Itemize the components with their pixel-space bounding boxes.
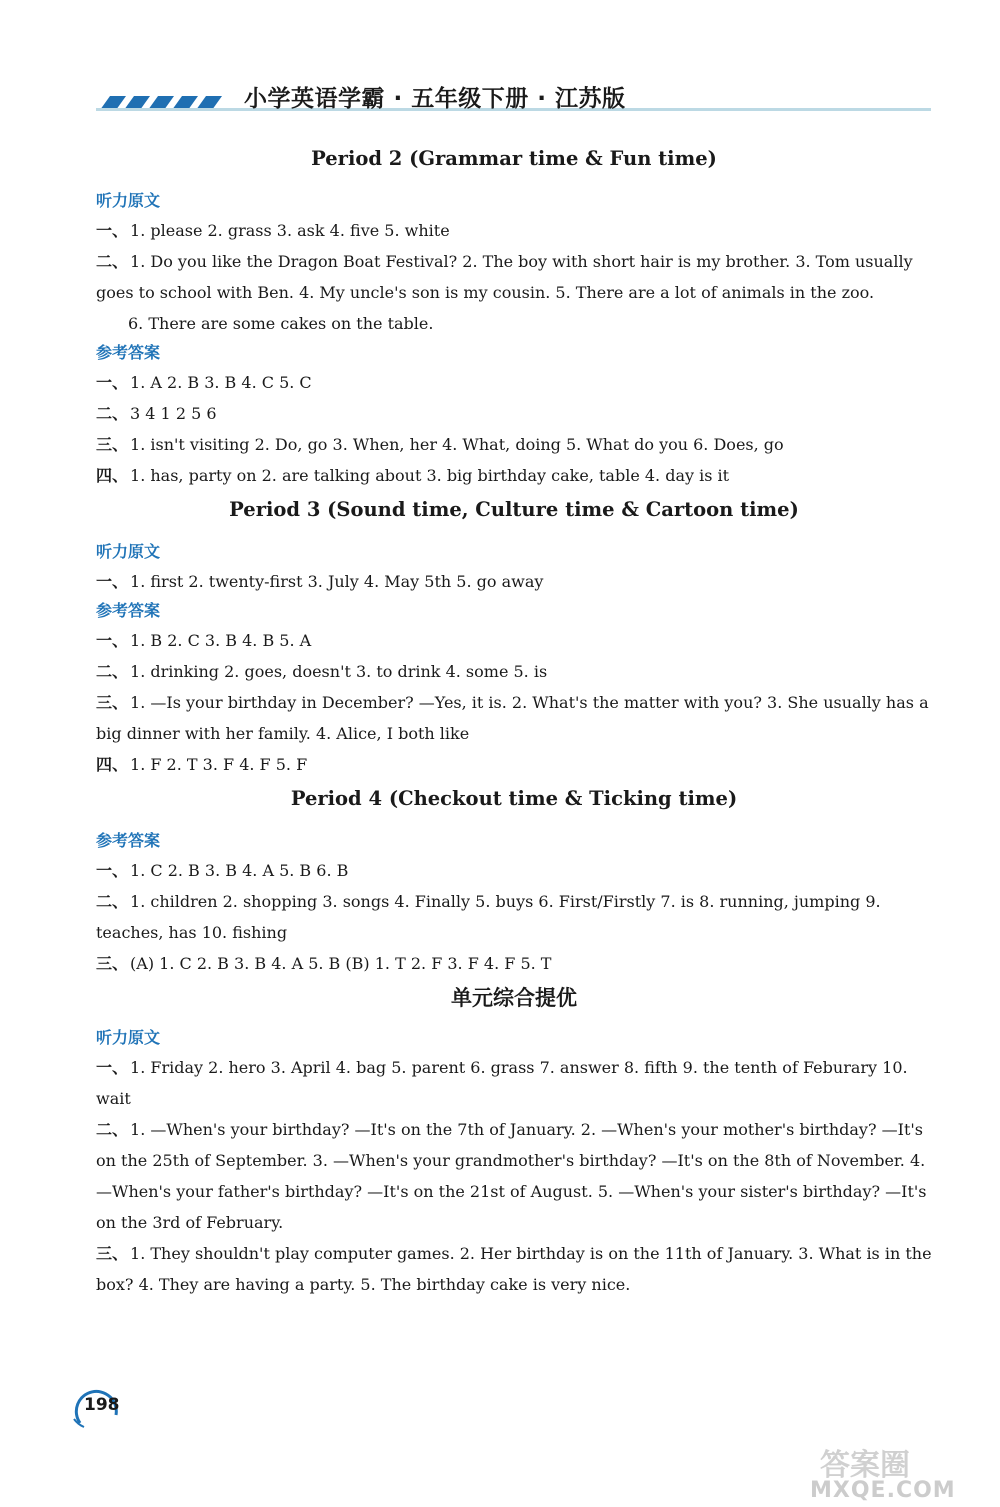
watermark-url: MXQE.COM <box>810 1478 956 1503</box>
answer-row <box>96 460 932 491</box>
label-listening-text: 听力原文 <box>96 191 161 210</box>
row-text: (A) 1. C 2. B 3. B 4. A 5. B (B) 1. T 2. F 3. F 4. F 5. T <box>130 954 552 973</box>
row-tag: 四、 <box>96 755 129 774</box>
row-tag: 三、 <box>96 693 129 712</box>
label-reference-answers: 参考答案 <box>96 831 161 850</box>
answer-content <box>96 140 932 1300</box>
section-title: Period 4 (Checkout time & Ticking time) <box>290 787 738 810</box>
section-title: Period 2 (Grammar time & Fun time) <box>311 147 717 170</box>
answer-row <box>96 886 932 948</box>
answer-row <box>96 367 932 398</box>
answer-row <box>96 215 932 246</box>
answer-row <box>96 566 932 597</box>
row-tag: 一、 <box>96 631 129 650</box>
row-text: 1. Friday 2. hero 3. April 4. bag 5. parent 6. grass 7. answer 8. fifth 9. the tenth of Feburary 10. wait <box>96 1058 908 1108</box>
answer-row <box>96 687 932 749</box>
answer-row <box>96 1052 932 1114</box>
section-period-2 <box>96 145 932 491</box>
row-text: 1. has, party on 2. are talking about 3. big birthday cake, table 4. day is it <box>130 466 730 485</box>
row-text: 1. A 2. B 3. B 4. C 5. C <box>130 373 312 392</box>
row-text: 1. They shouldn't play computer games. 2. Her birthday is on the 11th of January. 3. What is in the box? 4. They are having a party. 5. The birthday cake is very nice. <box>96 1244 932 1294</box>
row-tag: 一、 <box>96 373 129 392</box>
row-text: 1. drinking 2. goes, doesn't 3. to drink 4. some 5. is <box>130 662 548 681</box>
row-tag: 一、 <box>96 861 129 880</box>
label-listening-text: 听力原文 <box>96 542 161 561</box>
label-reference-answers: 参考答案 <box>96 343 161 362</box>
watermark-logo: 答案圈 <box>820 1448 910 1483</box>
row-text: 6. There are some cakes on the table. <box>128 314 434 333</box>
row-tag: 二、 <box>96 1120 129 1139</box>
answer-row <box>96 429 932 460</box>
answer-row <box>96 749 932 780</box>
row-text: 1. Do you like the Dragon Boat Festival? 2. The boy with short hair is my brother. 3. Tom usually goes to school with Ben. 4. My uncle's son is my cousin. 5. There are a lot of animals in the zoo. <box>96 252 913 302</box>
row-tag: 三、 <box>96 954 129 973</box>
page-number: 198 <box>84 1395 120 1415</box>
row-tag: 一、 <box>96 221 129 240</box>
row-text: 1. —Is your birthday in December? —Yes, it is. 2. What's the matter with you? 3. She usually has a big dinner with her family. 4. Alice, I both like <box>96 693 929 743</box>
section-period-4 <box>96 785 932 979</box>
label-reference-answers: 参考答案 <box>96 601 161 620</box>
row-text: 1. —When's your birthday? —It's on the 7th of January. 2. —When's your mother's birthday? —It's on the 25th of September. 3. —When's your grandmother's birthday? —It's on the 8th of November. 4. —When's your father's birthday? —It's on the 21st of August. 5. —When's your sister's birthday? —It's on the 3rd of February. <box>96 1120 927 1232</box>
page-header <box>0 0 1000 130</box>
row-text: 1. B 2. C 3. B 4. B 5. A <box>130 631 312 650</box>
row-tag: 二、 <box>96 252 129 271</box>
answer-row <box>96 308 932 339</box>
row-text: 1. isn't visiting 2. Do, go 3. When, her 4. What, doing 5. What do you 6. Does, go <box>130 435 784 454</box>
section-period-3 <box>96 496 932 780</box>
row-tag: 四、 <box>96 466 129 485</box>
label-listening-text: 听力原文 <box>96 1028 161 1047</box>
answer-row <box>96 1238 932 1300</box>
answer-row <box>96 948 932 979</box>
section-unit-review <box>96 984 932 1300</box>
row-tag: 三、 <box>96 435 129 454</box>
row-text: 1. F 2. T 3. F 4. F 5. F <box>130 755 308 774</box>
row-text: 1. please 2. grass 3. ask 4. five 5. white <box>130 221 450 240</box>
page-number-badge <box>70 1385 126 1429</box>
row-text: 1. first 2. twenty-first 3. July 4. May 5th 5. go away <box>130 572 544 591</box>
row-tag: 三、 <box>96 1244 129 1263</box>
answer-row <box>96 246 932 308</box>
row-tag: 一、 <box>96 1058 129 1077</box>
row-tag: 一、 <box>96 572 129 591</box>
section-title: Period 3 (Sound time, Culture time & Cartoon time) <box>229 498 799 521</box>
row-text: 1. children 2. shopping 3. songs 4. Finally 5. buys 6. First/Firstly 7. is 8. running, jumping 9. teaches, has 10. fishing <box>96 892 881 942</box>
answer-row <box>96 398 932 429</box>
header-title: 小学英语学霸 · 五年级下册 · 江苏版 <box>244 86 626 112</box>
answer-row <box>96 656 932 687</box>
row-tag: 二、 <box>96 892 129 911</box>
row-text: 3 4 1 2 5 6 <box>130 404 217 423</box>
row-tag: 二、 <box>96 404 129 423</box>
answer-row <box>96 1114 932 1238</box>
answer-row <box>96 855 932 886</box>
answer-row <box>96 625 932 656</box>
section-title: 单元综合提优 <box>451 986 577 1010</box>
row-text: 1. C 2. B 3. B 4. A 5. B 6. B <box>130 861 349 880</box>
row-tag: 二、 <box>96 662 129 681</box>
